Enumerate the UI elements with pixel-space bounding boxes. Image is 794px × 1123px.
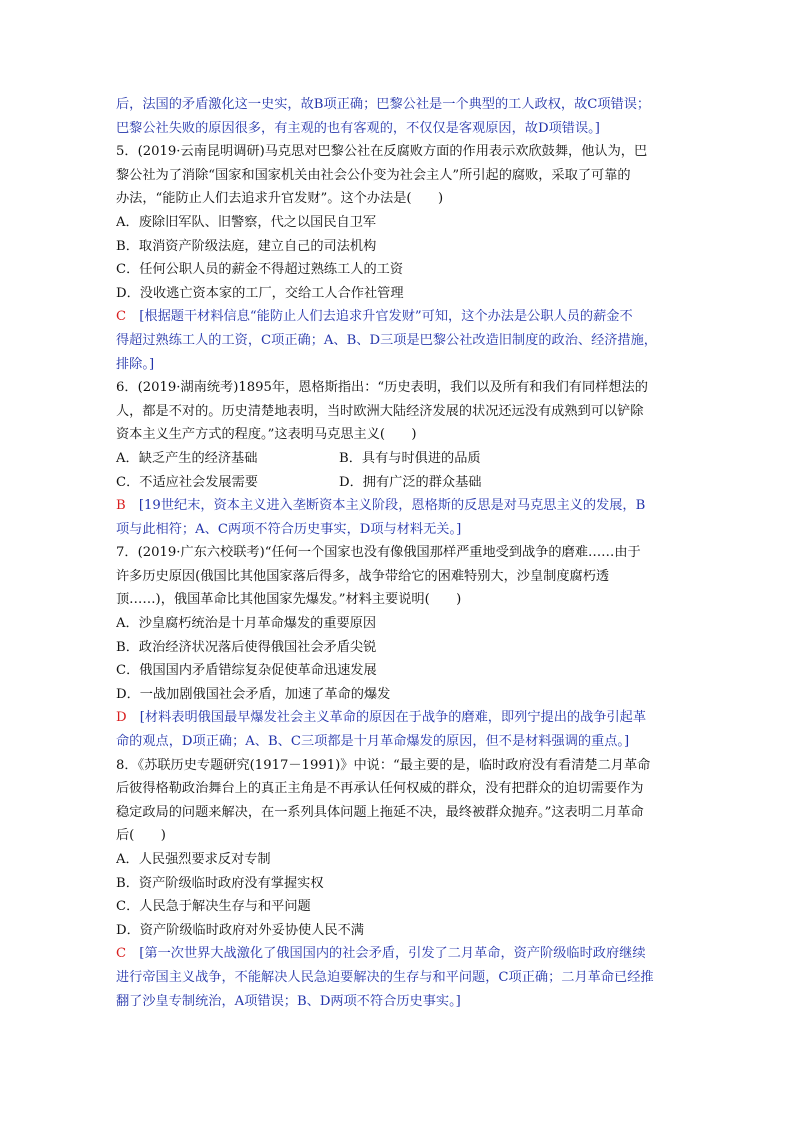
answer-explanation-line: 命的观点，D项正确；A、B、C三项都是十月革命爆发的原因，但不是材料强调的重点。] (116, 734, 630, 750)
option-b: B．政治经济状况落后使得俄国社会矛盾尖锐 (116, 639, 377, 655)
option-a: A．沙皇腐朽统治是十月革命爆发的重要原因 (116, 616, 377, 632)
answer-text: [19世纪末，资本主义进入垄断资本主义阶段，恩格斯的反思是对马克思主义的发展，B (125, 498, 646, 514)
prev-answer-line: 巴黎公社失败的原因很多，有主观的也有客观的，不仅仅是客观原因，故D项错误。] (116, 120, 600, 136)
option-c: C．不适应社会发展需要 (116, 474, 258, 490)
question-stem-line: 5．(2019·云南昆明调研)马克思对巴黎公社在反腐败方面的作用表示欢欣鼓舞，他认为，巴 (116, 144, 648, 160)
answer-explanation-line: 进行帝国主义战争，不能解决人民急迫要解决的生存与和平问题，C项正确；二月革命已经推 (116, 969, 654, 985)
answer-key: C (116, 309, 127, 325)
answer-explanation-line: 排除。] (116, 356, 155, 372)
page-content (116, 93, 686, 1013)
answer-key: D (116, 710, 127, 726)
option-b: B．资产阶级临时政府没有掌握实权 (116, 875, 324, 891)
answer-explanation-line: 项与此相符；A、C两项不符合历史事实，D项与材料无关。] (116, 521, 462, 537)
option-a: A．缺乏产生的经济基础 (116, 450, 258, 466)
question-stem-line: 黎公社为了消除“国家和国家机关由社会公仆变为社会主人”所引起的腐败，采取了可靠的 (116, 167, 631, 183)
answer-explanation-line (116, 706, 686, 730)
option-row (116, 471, 686, 495)
option-d: D．拥有广泛的群众基础 (339, 474, 482, 490)
answer-text: [第一次世界大战激化了俄国国内的社会矛盾，引发了二月革命，资产阶级临时政府继续 (126, 946, 646, 962)
option-a: A．废除旧军队、旧警察，代之以国民自卫军 (116, 214, 377, 230)
option-c: C．任何公职人员的薪金不得超过熟练工人的工资 (116, 262, 404, 278)
answer-key: C (116, 946, 127, 962)
question-7 (116, 541, 686, 753)
prev-answer-line: 后，法国的矛盾激化这一史实，故B项正确；巴黎公社是一个典型的工人政权，故C项错误； (116, 97, 651, 112)
option-b: B．具有与时俱进的品质 (339, 450, 481, 466)
question-5 (116, 140, 686, 376)
question-8 (116, 754, 686, 1014)
question-stem-line: 办法，“能防止人们去追求升官发财”。这个办法是( ) (116, 191, 444, 207)
option-row (116, 447, 686, 471)
option-c: C．俄国国内矛盾错综复杂促使革命迅速发展 (116, 663, 377, 679)
question-stem-line: 稳定政局的问题来解决，在一系列具体问题上拖延不决，最终被群众抛弃。”这表明二月革命 (116, 804, 644, 820)
question-stem-line: 6．(2019·湖南统考)1895年，恩格斯指出：“历史表明，我们以及所有和我们有同样想法的 (116, 380, 648, 396)
answer-text: [材料表明俄国最早爆发社会主义革命的原因在于战争的磨难，即列宁提出的战争引起革 (126, 710, 647, 726)
question-stem-line: 顶……)，俄国革命比其他国家先爆发。”材料主要说明( ) (116, 592, 462, 608)
option-c: C．人民急于解决生存与和平问题 (116, 899, 311, 915)
question-stem-line: 后彼得格勒政治舞台上的真正主角是不再承认任何权威的群众，没有把群众的迫切需要作为 (116, 781, 644, 797)
question-stem-line: 7．(2019·广东六校联考)“任何一个国家也没有像俄国那样严重地受到战争的磨难……由于 (116, 545, 641, 561)
option-d: D．资产阶级临时政府对外妥协使人民不满 (116, 922, 364, 938)
option-d: D．一战加剧俄国社会矛盾，加速了革命的爆发 (116, 686, 391, 702)
option-d: D．没收逃亡资本家的工厂，交给工人合作社管理 (116, 285, 404, 301)
answer-explanation-line: 翻了沙皇专制统治，A项错误；B、D两项不符合历史事实。] (116, 993, 461, 1009)
question-stem-line: 8．《苏联历史专题研究(1917－1991)》中说：“最主要的是，临时政府没有看清楚二月革命 (116, 757, 651, 773)
question-6 (116, 376, 686, 541)
answer-key: B (116, 498, 126, 514)
question-stem-line: 人，都是不对的。历史清楚地表明，当时欧洲大陆经济发展的状况还远没有成熟到可以铲除 (116, 403, 644, 419)
answer-explanation-line (116, 305, 686, 329)
question-stem-line: 后( ) (116, 828, 166, 844)
answer-explanation-line (116, 494, 686, 518)
answer-text: [根据题干材料信息“能防止人们去追求升官发财”可知，这个办法是公职人员的薪金不 (126, 309, 633, 325)
option-a: A．人民强烈要求反对专制 (116, 852, 271, 867)
question-stem-line: 许多历史原因(俄国比其他国家落后得多，战争带给它的困难特别大，沙皇制度腐朽透 (116, 568, 610, 584)
answer-explanation-line: 得超过熟练工人的工资，C项正确；A、B、D三项是巴黎公社改造旧制度的政治、经济措施， (116, 332, 657, 348)
question-stem-line: 资本主义生产方式的程度。”这表明马克思主义( ) (116, 427, 417, 443)
answer-explanation-line (116, 942, 686, 966)
option-b: B．取消资产阶级法庭，建立自己的司法机构 (116, 238, 377, 254)
